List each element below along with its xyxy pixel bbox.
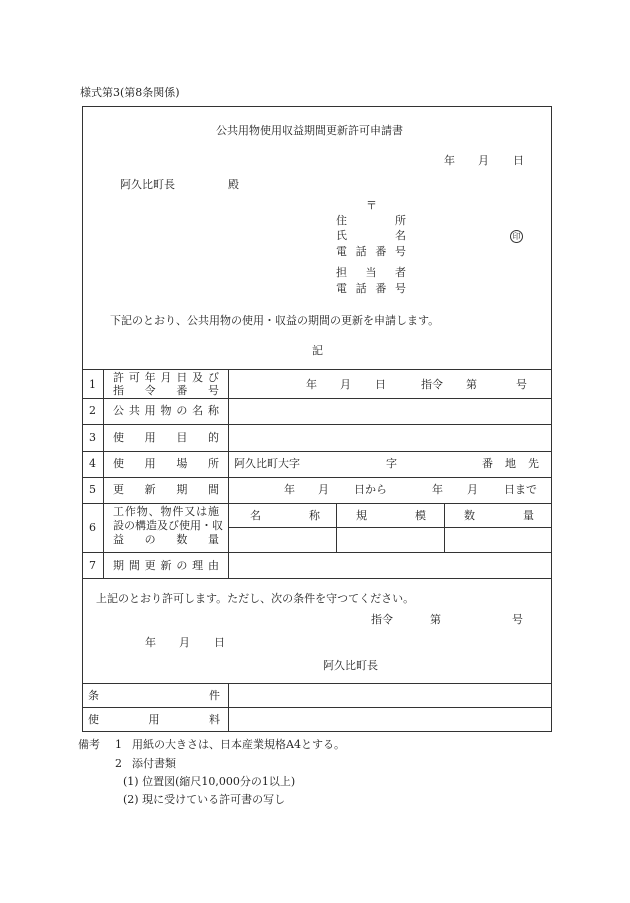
date-day: 日 <box>513 154 524 167</box>
fee-label: 使 用 料 <box>88 713 220 726</box>
row1-shirei: 指令 <box>421 378 443 391</box>
date-month: 月 <box>478 154 489 167</box>
permit-issuer: 阿久比町長 <box>323 659 378 672</box>
permit-day: 日 <box>214 636 225 649</box>
note-2-number: 2 <box>115 757 122 770</box>
contact-phone-label: 電 話 番 号 <box>336 282 406 295</box>
row6-col-scale: 規 模 <box>356 509 426 522</box>
addressee-name: 阿久比町長 <box>120 178 175 191</box>
row6-label-line3: 益 の 数 量 <box>113 533 219 546</box>
permit-shirei: 指令 <box>371 613 393 626</box>
note-2-sub-1: (1) 位置図(縮尺10,000分の1以上) <box>123 775 296 788</box>
row-number: 4 <box>89 457 96 470</box>
form-title: 公共用物使用収益期間更新許可申請書 <box>216 124 403 137</box>
date-year: 年 <box>444 154 455 167</box>
request-text: 下記のとおり、公共用物の使用・収益の期間の更新を申請します。 <box>110 314 440 327</box>
row5-day-until: 日まで <box>504 483 537 496</box>
ki-label: 記 <box>312 344 323 357</box>
row5-month-until: 月 <box>467 483 478 496</box>
seal-icon: 印 <box>510 230 523 243</box>
row-number: 1 <box>89 378 96 391</box>
row7-label: 期 間 更 新 の 理 由 <box>113 559 219 572</box>
row4-oaza: 阿久比町大字 <box>234 457 300 470</box>
row6-col-name: 名 称 <box>250 509 320 522</box>
name-label: 氏 名 <box>336 229 406 242</box>
row-number: 2 <box>89 404 96 417</box>
row5-day-from: 日から <box>354 483 387 496</box>
row2-label: 公 共 用 物 の 名 称 <box>113 404 219 417</box>
contact-person-label: 担 当 者 <box>336 266 406 279</box>
permit-dai: 第 <box>430 613 441 626</box>
row4-banchi: 番 地 先 <box>482 457 539 470</box>
row-number: 5 <box>89 483 96 496</box>
postal-mark: 〒 <box>366 199 377 212</box>
permit-month: 月 <box>179 636 190 649</box>
row5-month-from: 月 <box>318 483 329 496</box>
permit-go: 号 <box>512 613 523 626</box>
permit-year: 年 <box>145 636 156 649</box>
row6-label-line1: 工 作 物 、 物 件 又 は 施 <box>113 505 219 518</box>
notes-label: 備考 <box>78 738 100 751</box>
row-number: 6 <box>89 521 96 534</box>
address-label: 住 所 <box>336 214 406 227</box>
phone-label: 電 話 番 号 <box>336 245 406 258</box>
row5-label: 更 新 期 間 <box>113 483 219 496</box>
row1-month: 月 <box>340 378 351 391</box>
note-2-text: 添付書類 <box>132 757 176 770</box>
conditions-label: 条 件 <box>88 689 220 702</box>
row1-label-bottom: 指 令 番 号 <box>113 384 219 397</box>
note-1-number: 1 <box>115 738 122 751</box>
row1-go: 号 <box>516 378 527 391</box>
row6-label-line2: 設 の 構 造 及 び 使 用 ・ 収 <box>113 519 223 532</box>
permit-text: 上記のとおり許可します。ただし、次の条件を守つてください。 <box>96 592 415 605</box>
row6-col-quantity: 数 量 <box>464 509 534 522</box>
row1-year: 年 <box>306 378 317 391</box>
addressee-honorific: 殿 <box>228 178 239 191</box>
row1-label-top: 許 可 年 月 日 及 び <box>113 371 219 384</box>
note-2-sub-2: (2) 現に受けている許可書の写し <box>123 793 286 806</box>
row1-dai: 第 <box>466 378 477 391</box>
row4-aza: 字 <box>386 457 397 470</box>
row3-label: 使 用 目 的 <box>113 431 219 444</box>
form-number-label: 様式第3(第8条関係) <box>80 86 180 99</box>
row1-day: 日 <box>375 378 386 391</box>
row5-year-until: 年 <box>432 483 443 496</box>
row-number: 7 <box>89 559 96 572</box>
row-number: 3 <box>89 431 96 444</box>
row5-year-from: 年 <box>284 483 295 496</box>
note-1-text: 用紙の大きさは、日本産業規格A4とする。 <box>132 738 345 751</box>
row4-label: 使 用 場 所 <box>113 457 219 470</box>
